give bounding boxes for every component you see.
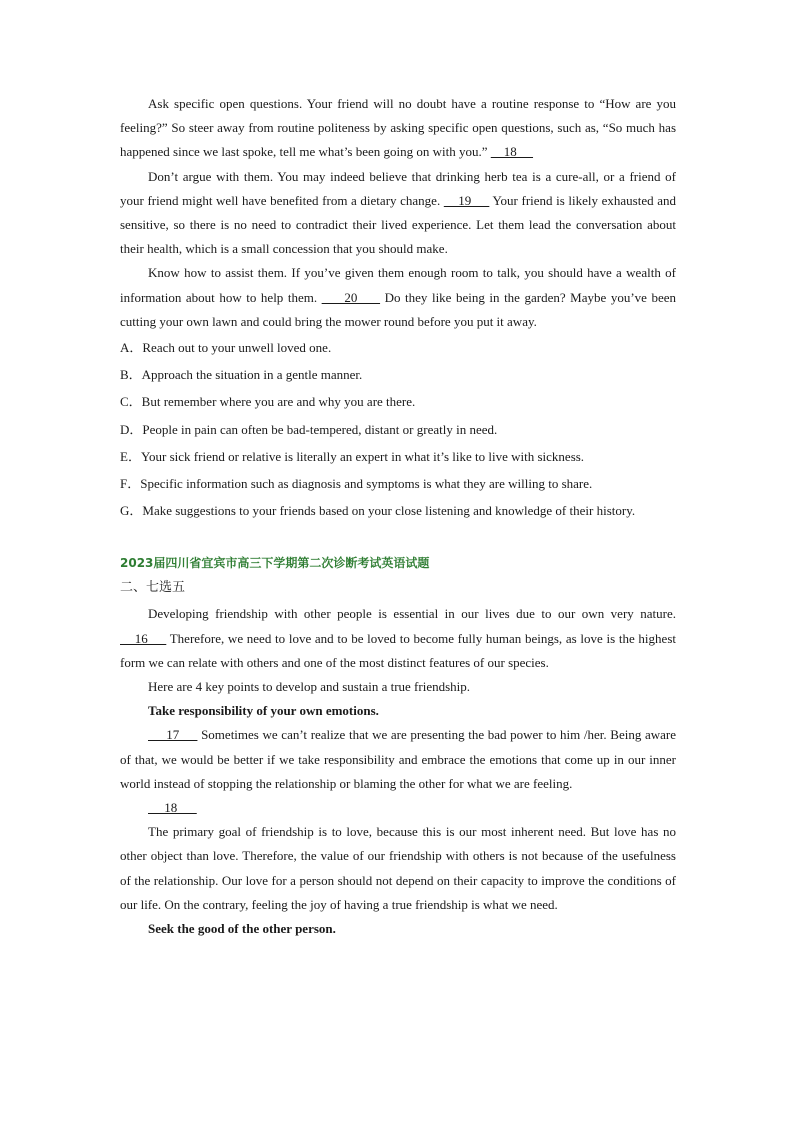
paragraph-developing-friendship — [120, 602, 676, 675]
paragraph-bad-power — [120, 723, 676, 796]
section-heading: 二、七选五 — [120, 580, 186, 596]
blank-20: 20 — [321, 289, 381, 305]
blank-19: 19 — [443, 192, 490, 208]
paragraph-blank-18 — [120, 796, 676, 820]
paragraph-text: Your friend is likely exhausted and sensitive, so there is no need to contradict their lived experience. Let them lead the conversation about their health, which is a small concession that you should make. — [120, 192, 677, 257]
option-d: D．People in pain can often be bad-tempered, distant or greatly in need. — [120, 421, 498, 437]
blank-18: 18 — [490, 144, 534, 160]
exam-title: 2023届四川省宜宾市高三下学期第二次诊断考试英语试题 — [120, 556, 430, 571]
option-e: E．Your sick friend or relative is literally an expert in what it’s like to live with sickness. — [120, 448, 585, 464]
document-content — [120, 92, 676, 941]
option-a: A．Reach out to your unwell loved one. — [120, 340, 332, 356]
paragraph-assist-them — [120, 261, 676, 334]
option-g: G．Make suggestions to your friends based on your close listening and knowledge of their history. — [120, 503, 636, 519]
option-b: B．Approach the situation in a gentle manner. — [120, 367, 363, 383]
paragraph-key-points: Here are 4 key points to develop and sustain a true friendship. — [148, 679, 471, 695]
blank-17: 17 — [148, 727, 198, 743]
options-list — [120, 334, 676, 524]
paragraph-text: Don’t argue with them. You may indeed believe that drinking herb tea is a cure-all, or a friend of your friend might well have benefited from a dietary change. — [120, 168, 676, 208]
paragraph-open-questions — [120, 92, 676, 165]
option-c: C．But remember where you are and why you are there. — [120, 394, 416, 410]
paragraph-primary-goal: The primary goal of friendship is to love, because this is our most inherent need. But love has no other object than love. Therefore, the value of our friendship with others is not because of the usefulness of the relationship. Our love for a person should not depend on their capacity to improve the conditions of our life. On the contrary, feeling the joy of having a true friendship is what we need. — [120, 824, 676, 912]
blank-18-standalone: 18 — [148, 800, 197, 816]
paragraph-text: Sometimes we can’t realize that we are presenting the bad power to him /her. Being aware of that, we would be better if we take responsibility and embrace the emotions that come up in our inner world instead of stopping the relationship or blaming the other for what we are feeling. — [120, 727, 677, 791]
paragraph-text: Do they like being in the garden? Maybe you’ve been cutting your own lawn and could bring the mower round before you put it away. — [120, 289, 676, 329]
paragraph-text: Ask specific open questions. Your friend will no doubt have a routine response to “How are you feeling?” So steer away from routine politeness by asking specific open questions, such as, “So much has happened since we last spoke, tell me what’s been going on with you.” — [120, 96, 676, 160]
paragraph-text: Developing friendship with other people is essential in our lives due to our own very nature. — [148, 606, 676, 622]
subheading-seek-good: Seek the good of the other person. — [148, 921, 336, 937]
paragraph-text: Therefore, we need to love and to be loved to become fully human beings, as love is the highest form we can relate with others and one of the most distinct features of our species. — [120, 630, 676, 670]
subheading-responsibility: Take responsibility of your own emotions. — [148, 703, 379, 719]
blank-16: 16 — [120, 630, 167, 646]
option-f: F．Specific information such as diagnosis and symptoms is what they are willing to share. — [120, 476, 593, 492]
paragraph-text: Know how to assist them. If you’ve given them enough room to talk, you should have a wealth of information about how to help them. — [120, 265, 676, 305]
paragraph-dont-argue — [120, 165, 676, 262]
